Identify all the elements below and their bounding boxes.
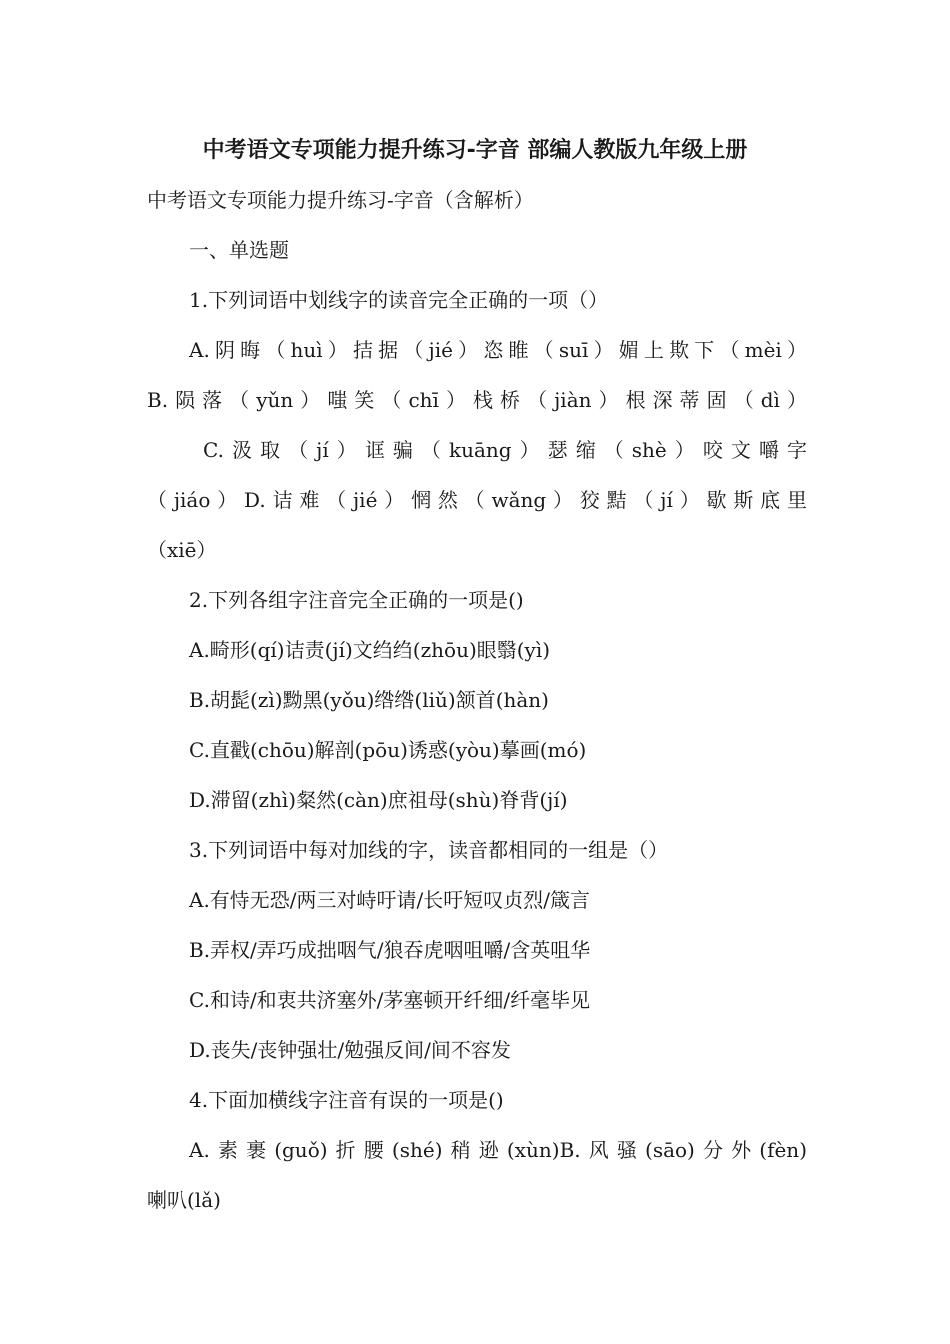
page-title: 中考语文专项能力提升练习-字音 部编人教版九年级上册 — [202, 138, 748, 163]
question-3-option-a: A.有恃无恐/两三对峙吁请/长吁短叹贞烈/箴言 — [189, 888, 591, 912]
question-3-option-d: D.丧失/丧钟强壮/勉强反间/间不容发 — [189, 1038, 511, 1062]
question-1-line-d: （jiáo）D.诘难（jié）惘然（wǎng）狡黠（jí）歇斯底里 — [147, 488, 807, 512]
question-4-line-a: A.素裹(guǒ)折腰(shé)稍逊(xùn)B.风骚(sāo)分外(fèn) — [189, 1138, 807, 1162]
document-subtitle: 中考语文专项能力提升练习-字音（含解析） — [147, 188, 534, 212]
question-3-stem: 3.下列词语中每对加线的字，读音都相同的一组是（） — [189, 838, 669, 862]
question-1-line-c: C.汲取（jí）诓骗（kuāng）瑟缩（shè）咬文嚼字 — [203, 438, 807, 462]
question-4-stem: 4.下面加横线字注音有误的一项是() — [189, 1088, 504, 1112]
question-1-stem: 1.下列词语中划线字的读音完全正确的一项（） — [189, 288, 609, 312]
question-1-line-b: B.陨落（yǔn）嗤笑（chī）栈桥（jiàn）根深蒂固（dì） — [147, 388, 807, 412]
question-2-option-a: A.畸形(qí)诘责(jí)文绉绉(zhōu)眼翳(yì) — [189, 638, 551, 662]
question-3-option-b: B.弄权/弄巧成拙咽气/狼吞虎咽咀嚼/含英咀华 — [189, 938, 591, 962]
question-2-option-b: B.胡髭(zì)黝黑(yǒu)绺绺(liǔ)颔首(hàn) — [189, 688, 549, 712]
question-1-line-e: （xiē） — [147, 538, 217, 562]
question-1-line-a: A.阴晦（huì）拮据（jié）恣睢（suī）媚上欺下（mèi） — [189, 338, 807, 362]
question-2-option-c: C.直戳(chōu)解剖(pōu)诱惑(yòu)摹画(mó) — [189, 738, 587, 762]
question-2-stem: 2.下列各组字注音完全正确的一项是() — [189, 588, 524, 612]
question-4-line-b: 喇叭(lǎ) — [147, 1188, 221, 1212]
section-heading: 一、单选题 — [189, 238, 289, 262]
question-3-option-c: C.和诗/和衷共济塞外/茅塞顿开纤细/纤毫毕见 — [189, 988, 591, 1012]
question-2-option-d: D.滞留(zhì)粲然(càn)庶祖母(shù)脊背(jí) — [189, 788, 568, 812]
